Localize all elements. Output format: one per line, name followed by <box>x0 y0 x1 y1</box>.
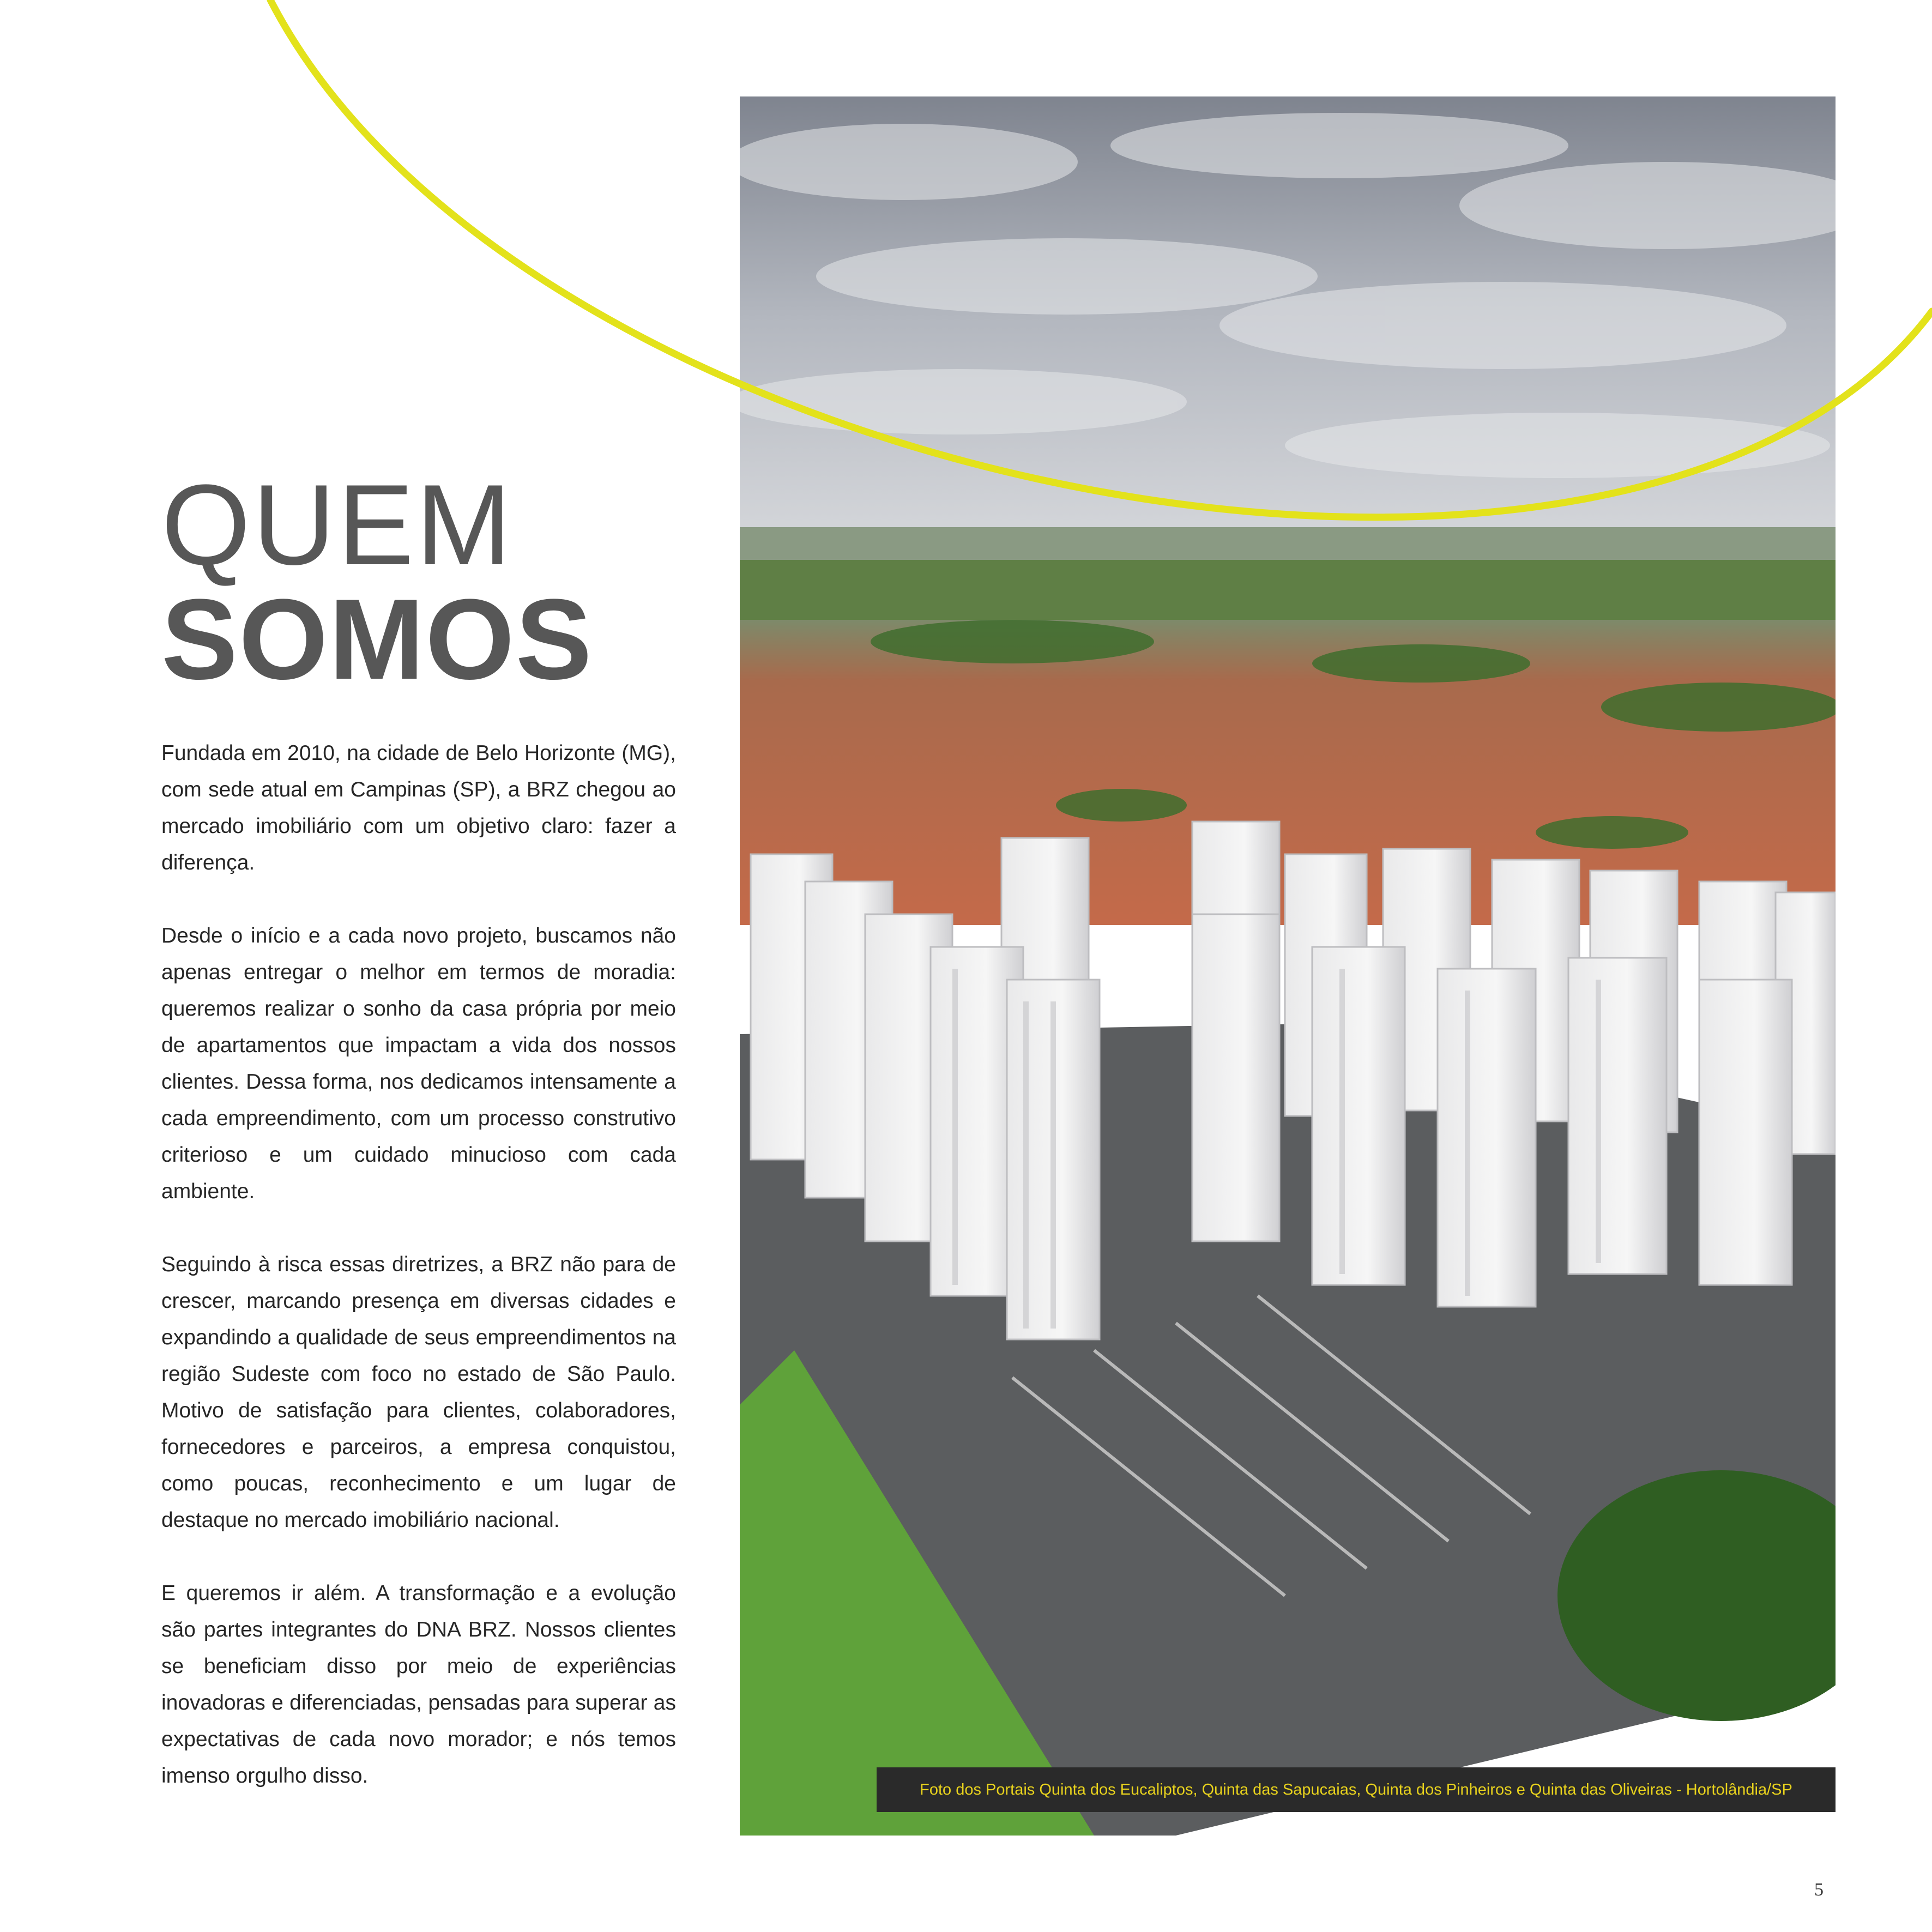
title-line-quem: QUEM <box>161 461 514 589</box>
aerial-photo-illustration <box>740 96 1836 1836</box>
paragraph-2: Desde o início e a cada novo projeto, buscamos não apenas entregar o melhor em termos de moradia: queremos realizar o sonho da casa própria por meio de apartamentos que impactam a vida dos nossos clientes. Dessa forma, nos dedicamos intensamente a cada empreendimento, com um processo construtivo criterioso e um cuidado minucioso com cada ambiente. <box>161 924 676 1203</box>
horizon <box>740 527 1836 565</box>
photo-caption: Foto dos Portais Quinta dos Eucaliptos, Quinta das Sapucaias, Quinta dos Pinheiros e Quinta das Oliveiras - Hortolândia/SP <box>877 1767 1836 1812</box>
distant-trees <box>740 560 1836 625</box>
page-number: 5 <box>1814 1880 1824 1900</box>
paragraph-1: Fundada em 2010, na cidade de Belo Horizonte (MG), com sede atual em Campinas (SP), a BRZ chegou ao mercado imobiliário com um objetivo claro: fazer a diferença. <box>161 741 676 874</box>
paragraph-3: Seguindo à risca essas diretrizes, a BRZ não para de crescer, marcando presença em diversas cidades e expandindo a qualidade de seus empreendimentos na região Sudeste com foco no estado de São Paulo. Motivo de satisfação para clientes, colaboradores, fornecedores e parceiros, a empresa conquistou, como poucas, reconhecimento e um lugar de destaque no mercado imobiliário nacional. <box>161 1253 676 1532</box>
aerial-photo <box>740 96 1836 1836</box>
body-text <box>161 735 676 1831</box>
page-title <box>161 461 593 703</box>
title-line-somos: SOMOS <box>161 575 593 703</box>
paragraph-4: E queremos ir além. A transformação e a evolução são partes integrantes do DNA BRZ. Nossos clientes se beneficiam disso por meio de experiências inovadoras e diferenciadas, pensadas para superar as expectativas de cada novo morador; e nós temos imenso orgulho disso. <box>161 1581 676 1788</box>
